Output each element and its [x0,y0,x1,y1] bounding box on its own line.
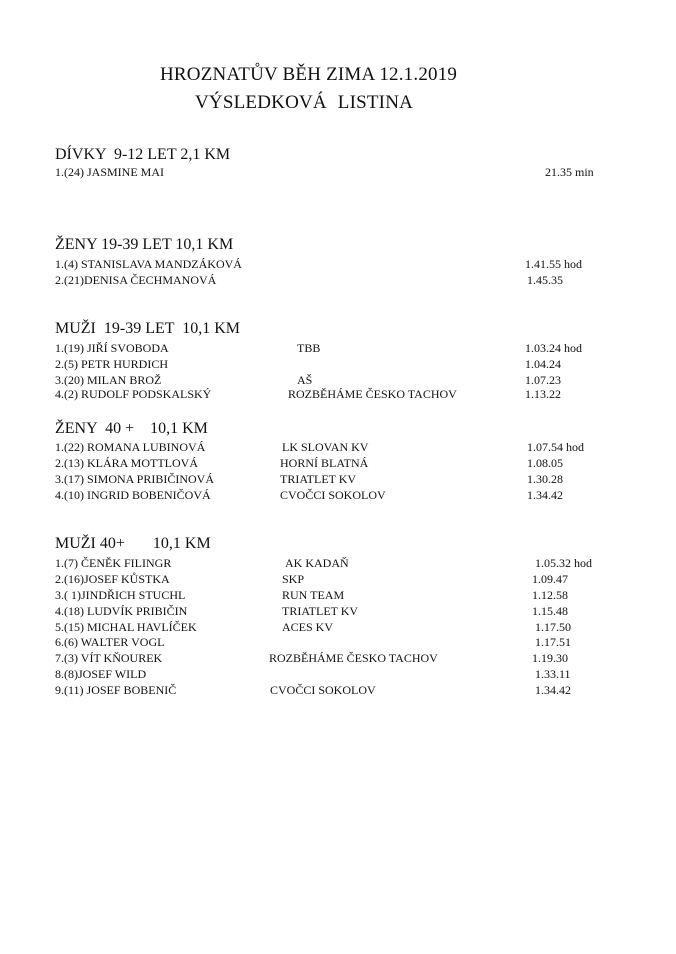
result-row [55,556,592,572]
runner-name: 3.(20) MILAN BROŽ [55,373,162,387]
runner-club: TRIATLET KV [280,472,357,486]
runner-name: 1.(7) ČENĚK FILINGR [55,556,172,570]
result-row [55,341,582,357]
category-heading: ŽENY 40 + 10,1 KM [55,420,208,437]
runner-name: 2.(21)DENISA ČECHMANOVÁ [55,273,217,287]
result-row [55,572,568,588]
result-row [55,357,561,373]
result-row [55,620,571,636]
runner-time: 1.12.58 [532,588,568,602]
runner-club: AŠ [297,373,313,387]
runner-name: 9.(11) JOSEF BOBENIČ [55,683,177,697]
runner-time: 1.08.05 [527,456,563,470]
runner-time: 1.13.22 [525,387,561,401]
runner-name: 2.(13) KLÁRA MOTTLOVÁ [55,456,198,470]
runner-club: RUN TEAM [282,588,345,602]
runner-time: 1.17.51 [535,635,571,649]
runner-name: 7.(3) VÍT KŇOUREK [55,651,163,665]
result-row [55,683,571,699]
category-heading: MUŽI 19-39 LET 10,1 KM [55,320,241,337]
result-row [55,651,568,667]
runner-time: 1.17.50 [535,620,571,634]
runner-name: 3.( 1)JINDŘICH STUCHL [55,588,186,602]
runner-name: 5.(15) MICHAL HAVLÍČEK [55,620,197,634]
runner-club: SKP [282,572,305,586]
runner-name: 6.(6) WALTER VOGL [55,635,165,649]
runner-time: 21.35 min [545,165,594,179]
runner-time: 1.33.11 [535,667,571,681]
runner-time: 1.04.24 [525,357,561,371]
category-heading: ŽENY 19-39 LET 10,1 KM [55,236,234,253]
runner-name: 4.(10) INGRID BOBENIČOVÁ [55,488,211,502]
result-row [55,165,594,181]
result-row [55,604,568,620]
runner-time: 1.41.55 hod [525,257,582,271]
runner-time: 1.05.32 hod [535,556,592,570]
runner-name: 2.(5) PETR HURDICH [55,357,168,371]
result-row [55,635,571,651]
runner-name: 3.(17) SIMONA PRIBIČINOVÁ [55,472,215,486]
runner-club: AK KADAŇ [285,556,349,570]
runner-time: 1.07.54 hod [527,440,584,454]
result-row [55,257,582,273]
runner-club: LK SLOVAN KV [282,440,369,454]
result-row [55,387,561,403]
runner-name: 1.(24) JASMINE MAI [55,165,164,179]
runner-time: 1.07.23 [525,373,561,387]
runner-club: TRIATLET KV [282,604,359,618]
runner-club: CVOČCI SOKOLOV [280,488,386,502]
result-row [55,488,563,504]
result-row [55,588,568,604]
runner-club: ROZBĚHÁME ČESKO TACHOV [269,651,438,665]
runner-club: CVOČCI SOKOLOV [270,683,376,697]
runner-time: 1.03.24 hod [525,341,582,355]
runner-name: 4.(2) RUDOLF PODSKALSKÝ [55,387,212,401]
runner-club: ACES KV [282,620,334,634]
runner-time: 1.34.42 [527,488,563,502]
result-row [55,440,584,456]
runner-name: 1.(4) STANISLAVA MANDZÁKOVÁ [55,257,242,271]
result-row [55,667,571,683]
runner-time: 1.30.28 [527,472,563,486]
runner-time: 1.19.30 [532,651,568,665]
runner-club: TBB [297,341,321,355]
result-row [55,456,563,472]
category-heading: MUŽI 40+ 10,1 KM [55,535,211,552]
runner-club: ROZBĚHÁME ČESKO TACHOV [288,387,457,401]
result-row [55,273,563,289]
runner-name: 2.(16)JOSEF KŮSTKA [55,572,170,586]
runner-name: 8.(8)JOSEF WILD [55,667,147,681]
runner-name: 1.(19) JIŘÍ SVOBODA [55,341,169,355]
runner-name: 4.(18) LUDVÍK PRIBIČIN [55,604,188,618]
runner-time: 1.15.48 [532,604,568,618]
page-subtitle: VÝSLEDKOVÁ LISTINA [195,92,414,113]
runner-time: 1.09.47 [532,572,568,586]
runner-club: HORNÍ BLATNÁ [280,456,369,470]
page-title: HROZNATŮV BĚH ZIMA 12.1.2019 [160,64,458,85]
result-row [55,472,563,488]
runner-time: 1.45.35 [527,273,563,287]
category-heading: DÍVKY 9-12 LET 2,1 KM [55,146,231,163]
runner-name: 1.(22) ROMANA LUBINOVÁ [55,440,206,454]
runner-time: 1.34.42 [535,683,571,697]
